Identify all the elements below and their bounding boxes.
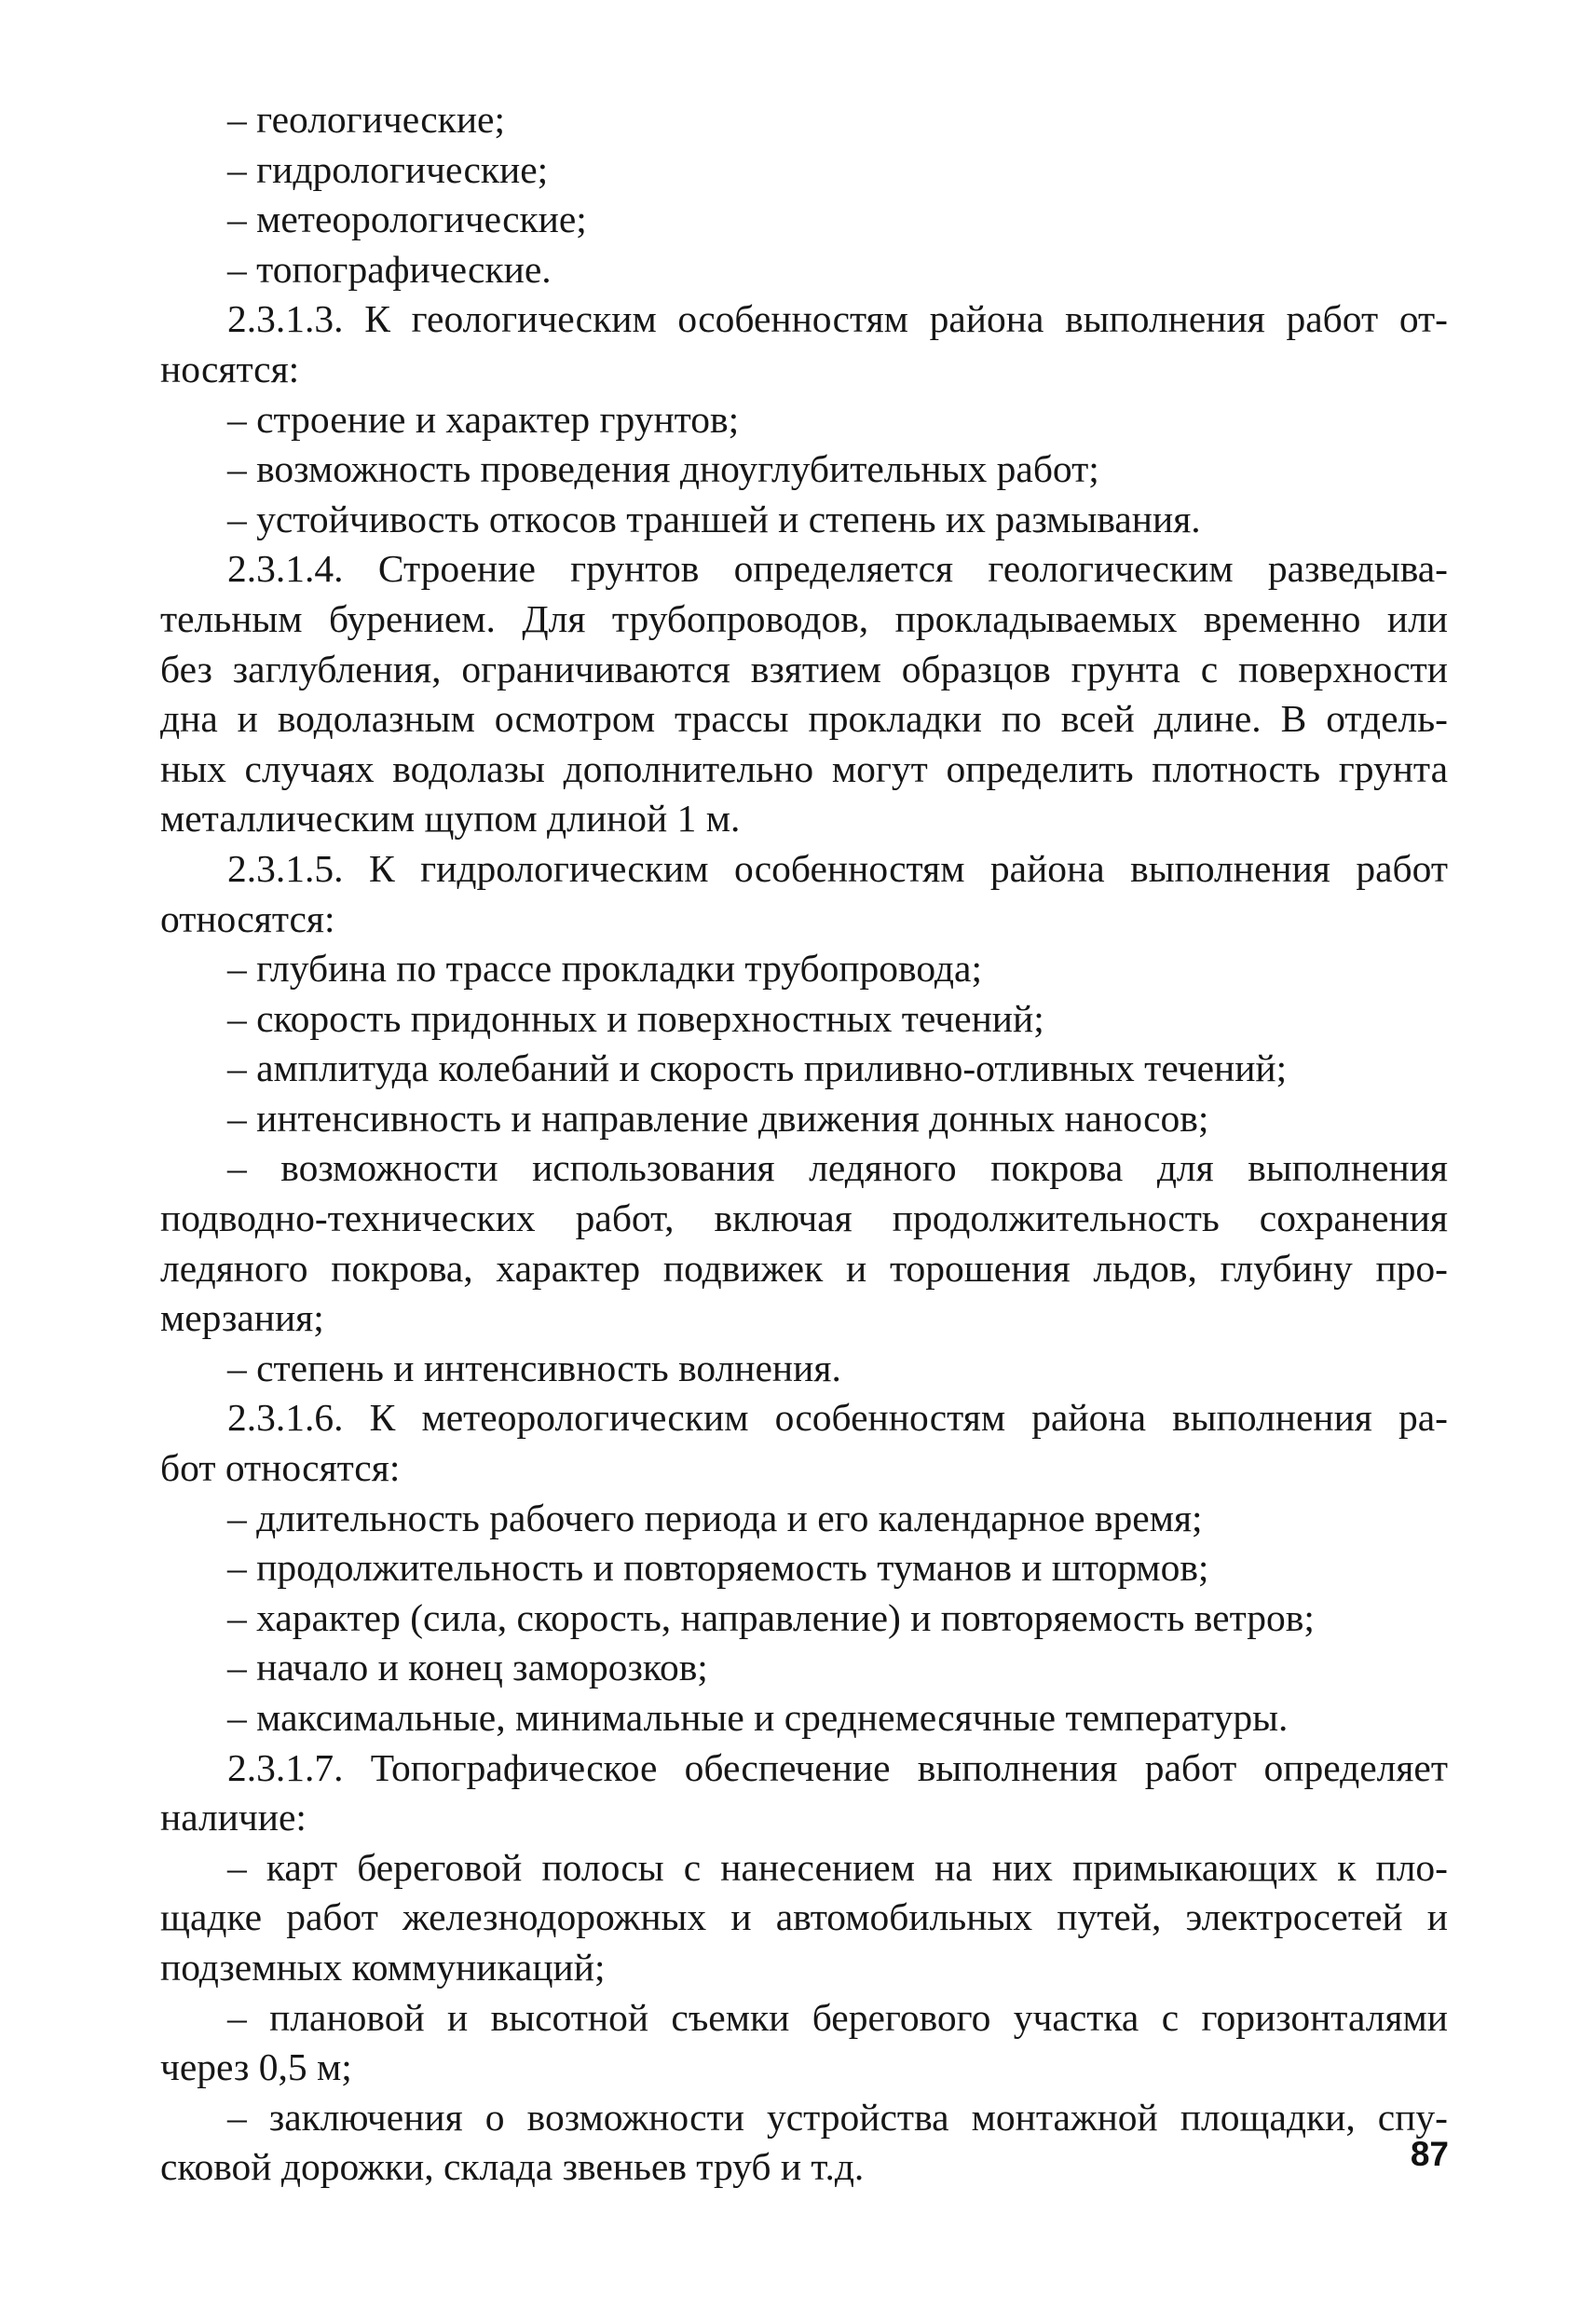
text-line: – продолжительность и повторяемость туманов и штормов;	[227, 1546, 1209, 1590]
text-line: – карт береговой полосы с нанесением на них примыкающих к пло-	[227, 1845, 1448, 1889]
text-line: мерзания;	[160, 1296, 324, 1340]
text-line: подводно-технических работ, включая продолжительность сохранения	[160, 1197, 1448, 1240]
text-line: – возможность проведения дноуглубительных работ;	[227, 447, 1099, 491]
text-line: – строение и характер грунтов;	[227, 397, 740, 441]
text-line: щадке работ железнодорожных и автомобильных путей, электросетей и	[160, 1895, 1448, 1939]
text-line: дна и водолазным осмотром трассы прокладки по всей длине. В отдель-	[160, 697, 1448, 741]
text-line: – максимальные, минимальные и среднемесячные температуры.	[227, 1696, 1289, 1739]
text-line: 2.3.1.4. Строение грунтов определяется геологическим разведыва-	[227, 547, 1448, 591]
text-line: металлическим щупом длиной 1 м.	[160, 797, 741, 841]
text-line: сковой дорожки, склада звеньев труб и т.д.	[160, 2145, 865, 2189]
text-line: без заглубления, ограничиваются взятием образцов грунта с поверхности	[160, 647, 1448, 691]
text-line: ных случаях водолазы дополнительно могут определить плотность грунта	[160, 746, 1448, 790]
text-line: – начало и конец заморозков;	[227, 1646, 708, 1689]
text-line: носятся:	[160, 347, 300, 390]
text-line: – устойчивость откосов траншей и степень их размывания.	[227, 497, 1201, 540]
text-line: – интенсивность и направление движения донных наносов;	[227, 1096, 1209, 1140]
text-line: 2.3.1.5. К гидрологическим особенностям района выполнения работ	[227, 846, 1448, 890]
text-line: – характер (сила, скорость, направление) и повторяемость ветров;	[227, 1595, 1315, 1639]
text-line: подземных коммуникаций;	[160, 1945, 606, 1989]
text-line: наличие:	[160, 1796, 307, 1839]
text-line: 2.3.1.6. К метеорологическим особенностям района выполнения ра-	[227, 1396, 1448, 1440]
text-line: – скорость придонных и поверхностных течений;	[227, 996, 1044, 1040]
text-line: – возможности использования ледяного покрова для выполнения	[227, 1146, 1448, 1190]
text-line: ледяного покрова, характер подвижек и торошения льдов, глубину про-	[160, 1246, 1448, 1290]
text-line: относятся:	[160, 896, 335, 940]
text-line: бот относятся:	[160, 1446, 401, 1490]
text-line: – амплитуда колебаний и скорость приливно-отливных течений;	[227, 1046, 1288, 1090]
text-line: – гидрологические;	[227, 147, 549, 191]
text-line: – глубина по трассе прокладки трубопровода;	[227, 947, 982, 991]
text-line: – степень и интенсивность волнения.	[227, 1346, 841, 1389]
text-line: 2.3.1.7. Топографическое обеспечение выполнения работ определяет	[227, 1745, 1448, 1789]
text-line: через 0,5 м;	[160, 2045, 352, 2089]
text-line: 2.3.1.3. К геологическим особенностям района выполнения работ от-	[227, 297, 1448, 341]
page-number: 87	[1410, 2135, 1449, 2173]
text-line: – плановой и высотной съемки берегового участка с горизонталями	[227, 1995, 1448, 2039]
text-line: тельным бурением. Для трубопроводов, прокладываемых временно или	[160, 596, 1448, 640]
text-line: – метеорологические;	[227, 198, 587, 241]
text-line: – топографические.	[227, 247, 552, 291]
text-line: – заключения о возможности устройства монтажной площадки, спу-	[227, 2095, 1448, 2139]
body-text	[160, 95, 1448, 2193]
text-line: – длительность рабочего периода и его календарное время;	[227, 1496, 1203, 1539]
text-line: – геологические;	[227, 98, 505, 141]
